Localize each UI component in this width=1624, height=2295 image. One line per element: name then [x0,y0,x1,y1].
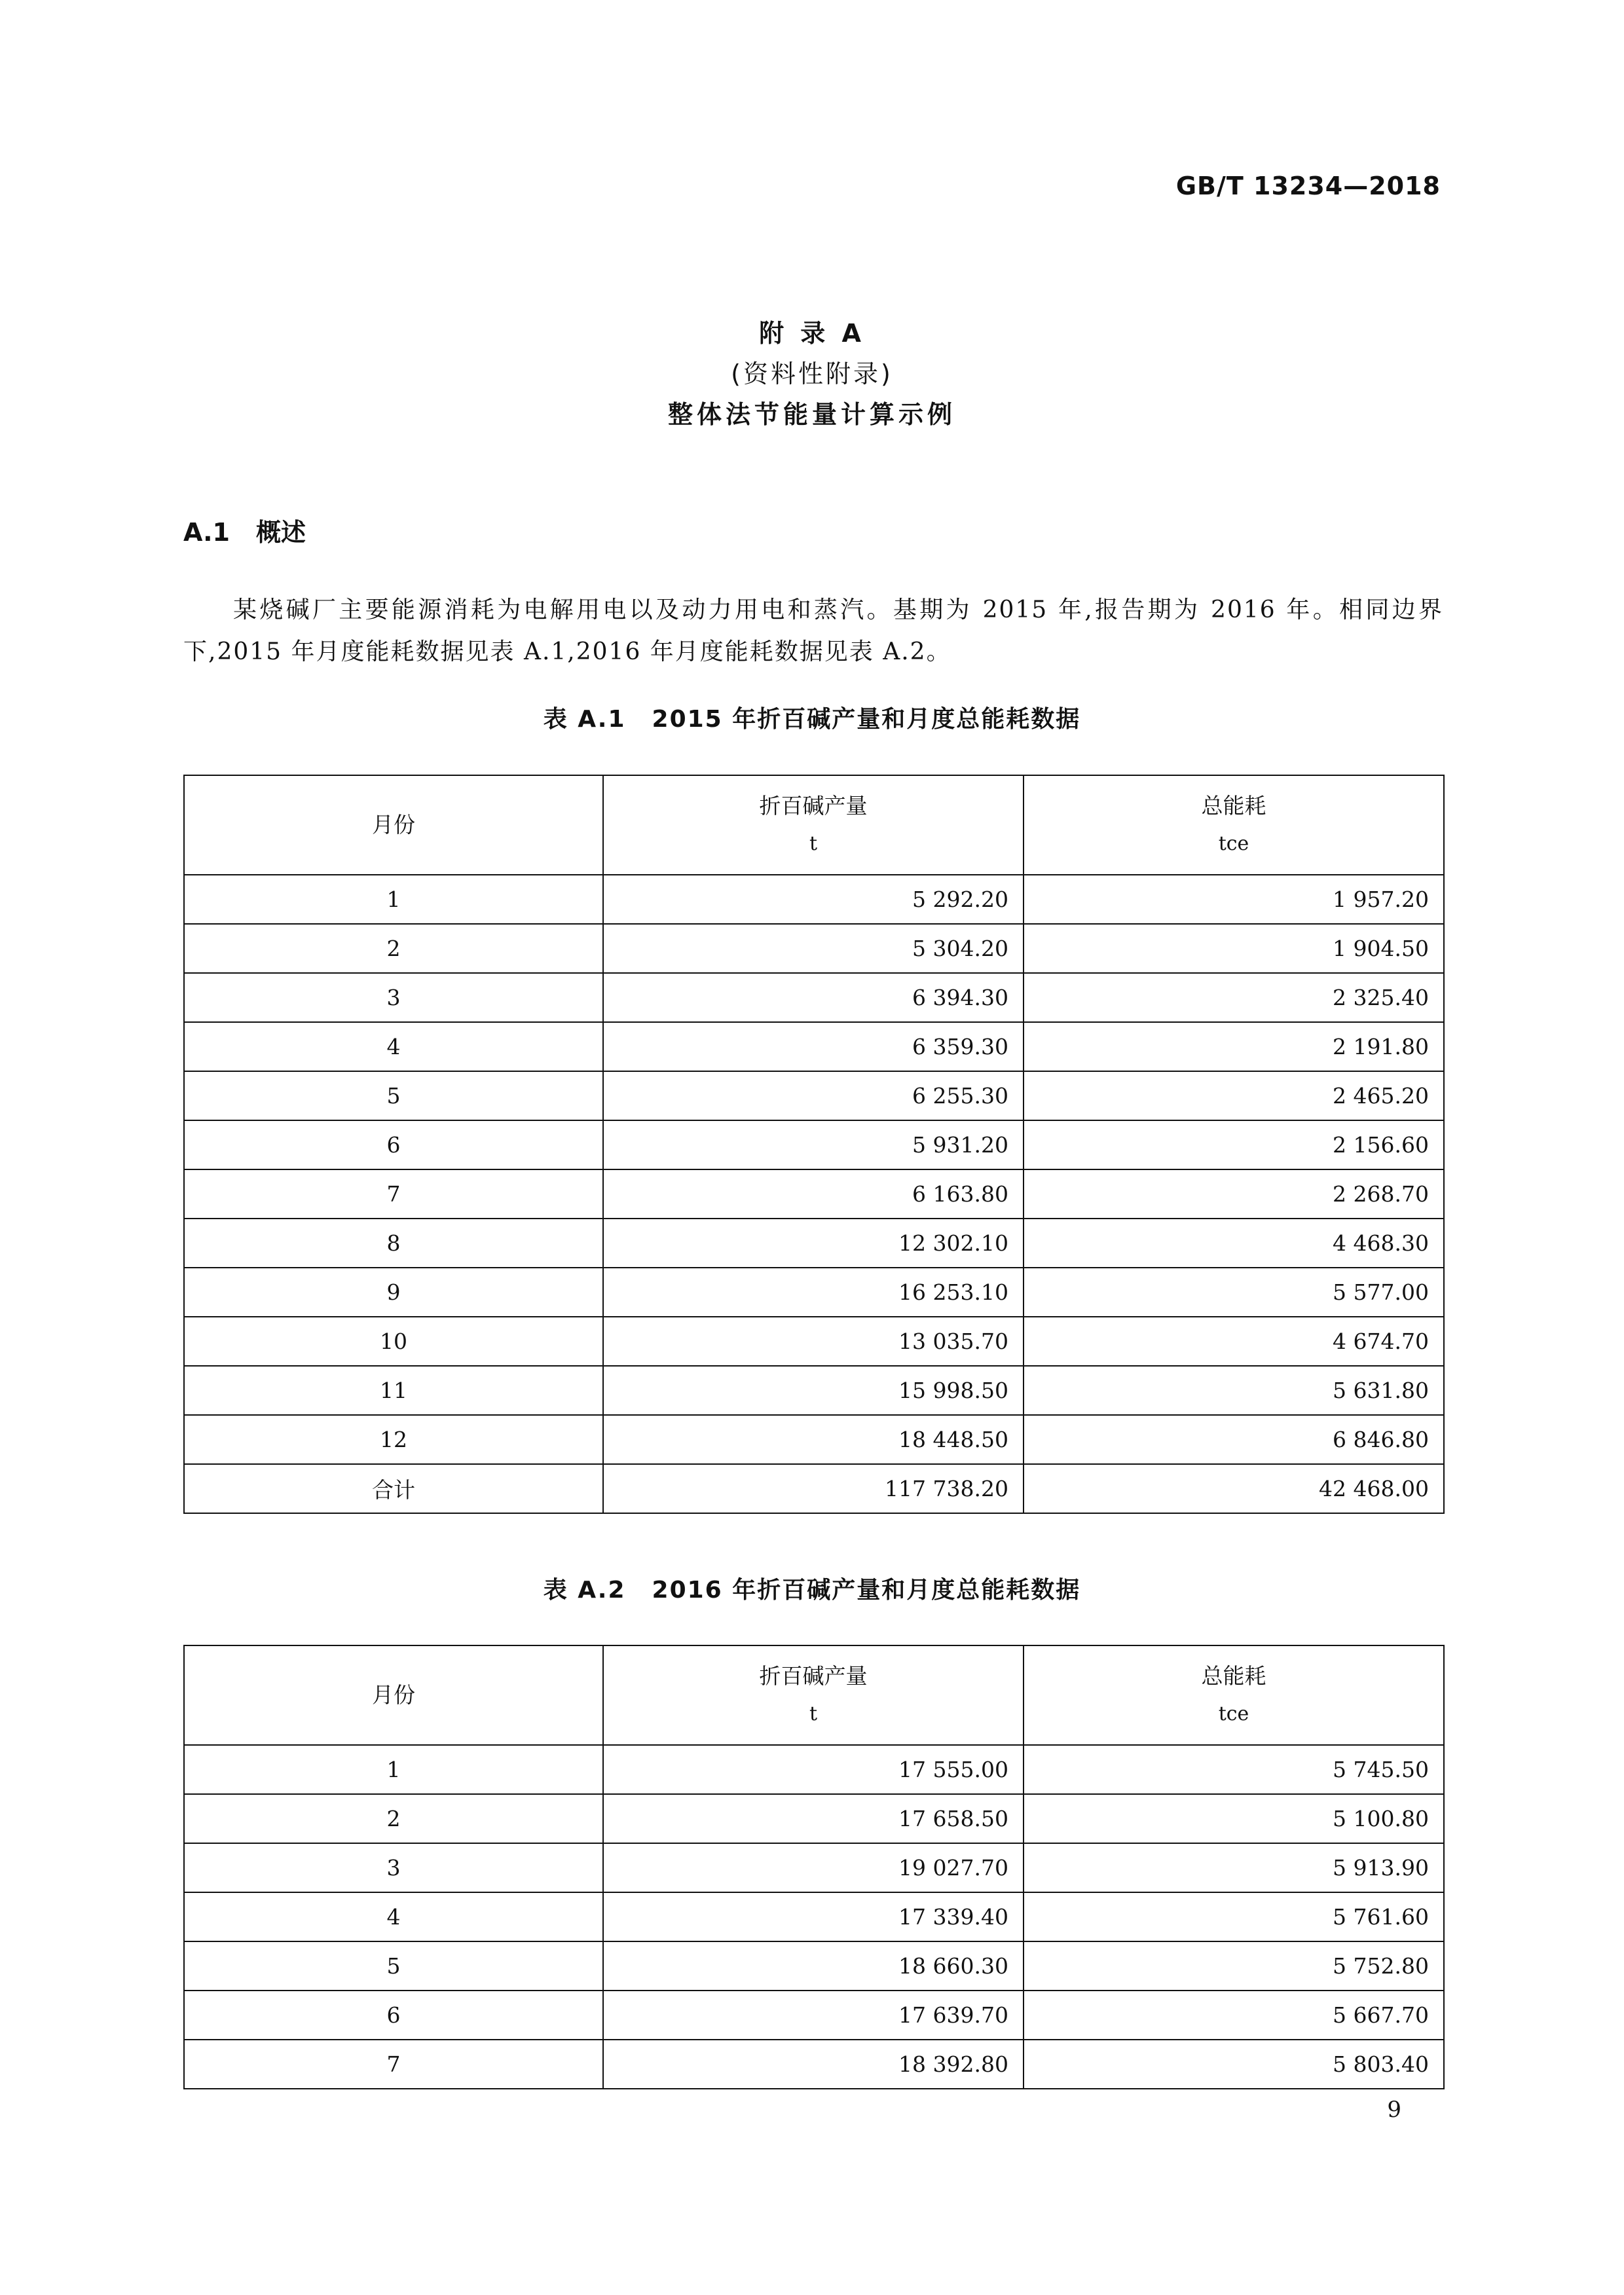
section-number: A.1 [183,518,230,547]
cell-month: 2 [184,924,603,973]
table-caption-text: 2016 年折百碱产量和月度总能耗数据 [652,1577,1081,1604]
table-a1 [183,775,1445,1514]
cell-month: 5 [184,1071,603,1120]
cell-month: 8 [184,1219,603,1268]
table-row [184,875,1444,924]
cell-month: 7 [184,1169,603,1219]
header-label: 月份 [372,1682,415,1708]
header-label: 折百碱产量 [759,1663,868,1689]
cell-energy: 5 752.80 [1024,1941,1444,1991]
cell-energy: 5 803.40 [1024,2040,1444,2089]
cell-output: 19 027.70 [603,1843,1024,1892]
cell-output: 6 255.30 [603,1071,1024,1120]
table-row [184,1120,1444,1169]
table-a1-caption [0,701,1624,734]
table-row [184,1843,1444,1892]
cell-energy: 2 156.60 [1024,1120,1444,1169]
page-number: 9 [1387,2097,1401,2123]
header-month [184,1645,603,1745]
table-row [184,1415,1444,1464]
cell-month: 5 [184,1941,603,1991]
cell-output: 5 304.20 [603,924,1024,973]
cell-energy: 2 268.70 [1024,1169,1444,1219]
table-row [184,1794,1444,1843]
cell-output: 5 292.20 [603,875,1024,924]
table-row [184,1892,1444,1941]
table-a2 [183,1645,1445,2089]
header-unit: tce [1218,832,1249,855]
cell-month: 9 [184,1268,603,1317]
table-body [184,1745,1444,2089]
table-row [184,2040,1444,2089]
cell-output: 17 639.70 [603,1991,1024,2040]
cell-energy: 4 468.30 [1024,1219,1444,1268]
cell-output: 6 359.30 [603,1022,1024,1071]
cell-energy: 5 667.70 [1024,1991,1444,2040]
cell-energy: 2 191.80 [1024,1022,1444,1071]
cell-month: 2 [184,1794,603,1843]
cell-output: 17 555.00 [603,1745,1024,1794]
table-label: 表 A.2 [543,1577,626,1604]
table-row [184,1464,1444,1513]
header-month [184,775,603,875]
appendix-title: 整体法节能量计算示例 [667,400,956,429]
cell-output: 6 163.80 [603,1169,1024,1219]
table-row [184,1071,1444,1120]
table-header-row [184,775,1444,875]
header-unit: t [809,832,818,855]
cell-month: 11 [184,1366,603,1415]
cell-month: 4 [184,1022,603,1071]
cell-month: 12 [184,1415,603,1464]
cell-output: 17 339.40 [603,1892,1024,1941]
cell-output: 18 392.80 [603,2040,1024,2089]
header-output [603,1645,1024,1745]
section-heading [183,512,306,548]
cell-energy: 5 745.50 [1024,1745,1444,1794]
table-a2-caption [0,1571,1624,1605]
cell-output: 12 302.10 [603,1219,1024,1268]
table-row [184,1941,1444,1991]
cell-output: 5 931.20 [603,1120,1024,1169]
header-label: 总能耗 [1201,793,1266,818]
cell-month: 7 [184,2040,603,2089]
section-title: 概述 [256,518,306,547]
standard-number: GB/T 13234—2018 [1175,172,1441,200]
cell-energy: 1 957.20 [1024,875,1444,924]
cell-month: 合计 [184,1464,603,1513]
cell-output: 17 658.50 [603,1794,1024,1843]
cell-output: 6 394.30 [603,973,1024,1022]
table-row [184,1317,1444,1366]
table-label: 表 A.1 [543,706,626,733]
cell-month: 1 [184,1745,603,1794]
cell-energy: 5 631.80 [1024,1366,1444,1415]
header-unit: tce [1218,1702,1249,1725]
body-paragraph: 某烧碱厂主要能源消耗为电解用电以及动力用电和蒸汽。基期为 2015 年,报告期为 2016 年。相同边界下,2015 年月度能耗数据见表 A.1,2016 年月度能耗数据见表 A.2。 [183,597,1443,665]
cell-energy: 5 100.80 [1024,1794,1444,1843]
table-header-row [184,1645,1444,1745]
cell-energy: 42 468.00 [1024,1464,1444,1513]
table-row [184,1745,1444,1794]
cell-energy: 5 913.90 [1024,1843,1444,1892]
cell-energy: 5 577.00 [1024,1268,1444,1317]
cell-energy: 4 674.70 [1024,1317,1444,1366]
cell-month: 6 [184,1991,603,2040]
cell-output: 18 660.30 [603,1941,1024,1991]
cell-output: 15 998.50 [603,1366,1024,1415]
table-body [184,875,1444,1513]
cell-energy: 2 465.20 [1024,1071,1444,1120]
table-row [184,1268,1444,1317]
header-unit: t [809,1702,818,1725]
header-output [603,775,1024,875]
cell-energy: 1 904.50 [1024,924,1444,973]
table-row [184,973,1444,1022]
table-row [184,1366,1444,1415]
header-label: 月份 [372,812,415,837]
appendix-heading [0,313,1624,435]
table-caption-text: 2015 年折百碱产量和月度总能耗数据 [652,706,1081,733]
cell-energy: 6 846.80 [1024,1415,1444,1464]
table-row [184,1169,1444,1219]
cell-month: 1 [184,875,603,924]
cell-energy: 2 325.40 [1024,973,1444,1022]
cell-output: 16 253.10 [603,1268,1024,1317]
table-row [184,924,1444,973]
header-label: 折百碱产量 [759,793,868,818]
cell-output: 117 738.20 [603,1464,1024,1513]
appendix-label: 附 录 A [759,319,865,348]
header-label: 总能耗 [1201,1663,1266,1689]
table-row [184,1991,1444,2040]
cell-month: 3 [184,1843,603,1892]
cell-month: 3 [184,973,603,1022]
cell-energy: 5 761.60 [1024,1892,1444,1941]
cell-month: 10 [184,1317,603,1366]
header-energy [1024,1645,1444,1745]
appendix-type: (资料性附录) [731,359,893,388]
cell-month: 4 [184,1892,603,1941]
cell-output: 18 448.50 [603,1415,1024,1464]
table-row [184,1219,1444,1268]
table-row [184,1022,1444,1071]
cell-output: 13 035.70 [603,1317,1024,1366]
header-energy [1024,775,1444,875]
cell-month: 6 [184,1120,603,1169]
